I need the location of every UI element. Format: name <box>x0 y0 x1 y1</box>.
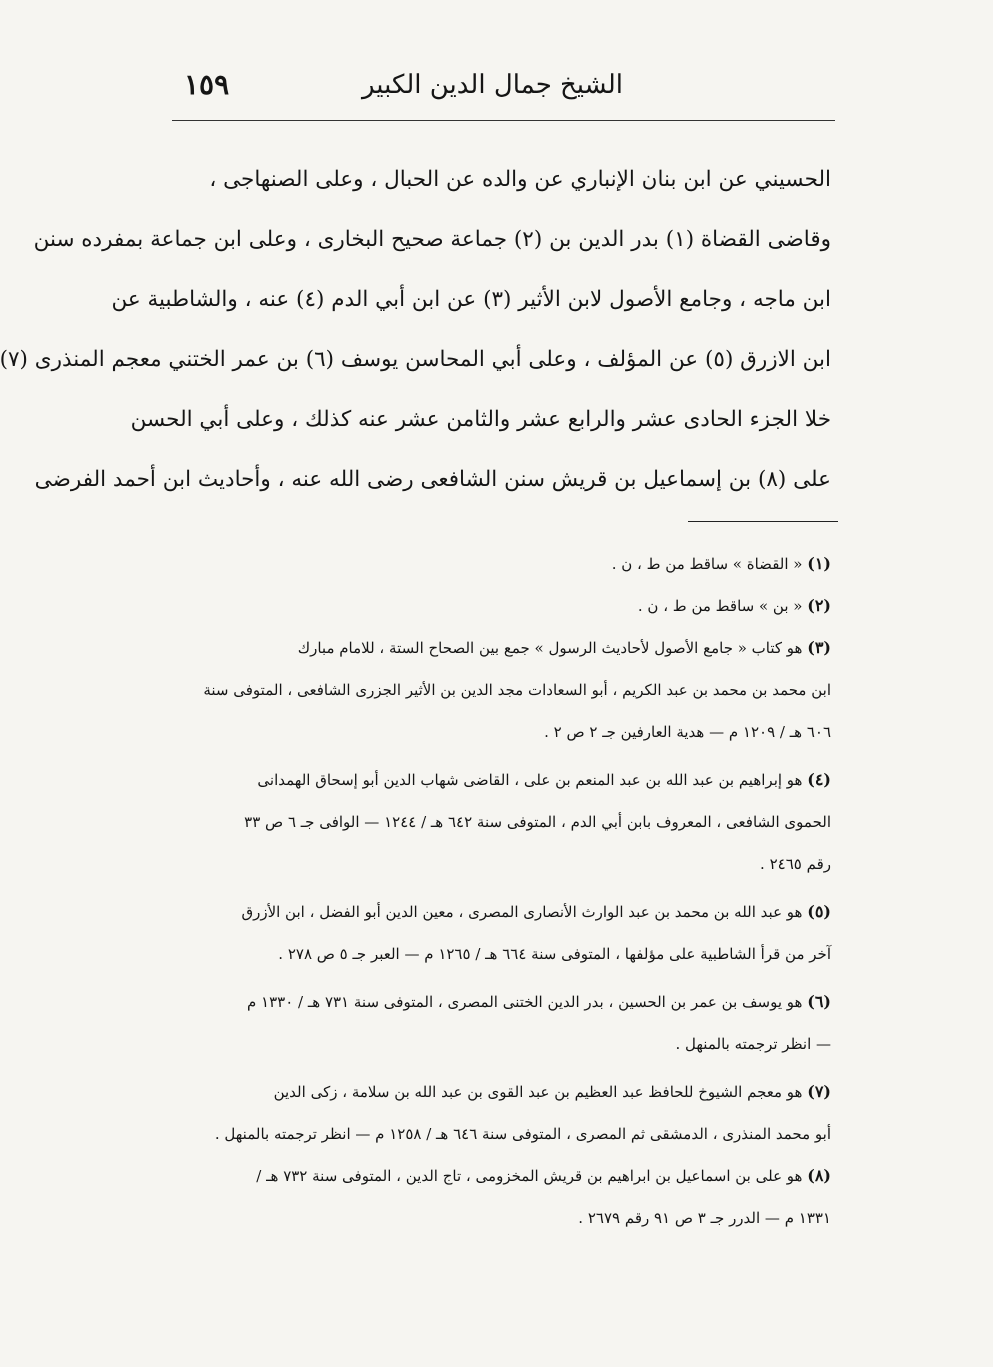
text-line: الحسيني عن ابن بنان الإنباري عن والده عن الحبال ، وعلى الصنهاجى ، <box>209 167 831 192</box>
footnote-line: — انظر ترجمته بالمنهل . <box>675 1035 831 1053</box>
footnote-number: (٤) <box>807 770 831 789</box>
page-header <box>174 62 833 118</box>
footnote-5 <box>174 892 831 976</box>
footnote-number: (٢) <box>807 596 831 615</box>
footnote-1 <box>174 544 831 586</box>
main-text <box>0 150 831 510</box>
footnote-line: الحموى الشافعى ، المعروف بابن أبي الدم ، المتوفى سنة ٦٤٢ هـ / ١٢٤٤ — الوافى جـ ٦ ص ٣٣ <box>244 813 831 831</box>
footnote-number: (٧) <box>807 1082 831 1101</box>
footnote-text: هو كتاب « جامع الأصول لأحاديث الرسول » جمع بين الصحاح الستة ، للامام مبارك <box>297 639 803 657</box>
footnote-line <box>174 544 831 586</box>
footnotes <box>174 544 831 1240</box>
footnote-line: أبو محمد المنذرى ، الدمشقى ثم المصرى ، المتوفى سنة ٦٤٦ هـ / ١٢٥٨ م — انظر ترجمته بالمنهل . <box>214 1125 831 1143</box>
page-number: ١٥٩ <box>184 68 230 101</box>
footnote-line: رقم ٢٤٦٥ . <box>760 855 831 873</box>
footnote-text: هو على بن اسماعيل بن ابراهيم بن قريش المخزومى ، تاج الدين ، المتوفى سنة ٧٣٢ هـ / <box>256 1167 803 1185</box>
footnote-text: « بن » ساقط من ط ، ن . <box>637 597 803 615</box>
footnote-text: هو يوسف بن عمر بن الحسين ، بدر الدين الختنى المصرى ، المتوفى سنة ٧٣١ هـ / ١٣٣٠ م <box>246 993 803 1011</box>
footnote-line: ٦٠٦ هـ / ١٢٠٩ م — هدية العارفين جـ ٢ ص ٢ . <box>544 723 831 741</box>
footnote-text: هو إبراهيم بن عبد الله بن عبد المنعم بن على ، القاضى شهاب الدين أبو إسحاق الهمدانى <box>257 771 803 789</box>
text-line: ابن ماجه ، وجامع الأصول لابن الأثير (٣) عن ابن أبي الدم (٤) عنه ، والشاطبية عن <box>111 287 831 312</box>
text-line: ابن الازرق (٥) عن المؤلف ، وعلى أبي المحاسن يوسف (٦) بن عمر الختني معجم المنذرى (٧) <box>0 347 831 372</box>
footnote-number: (٦) <box>807 992 831 1011</box>
footnote-text: هو معجم الشيوخ للحافظ عبد العظيم بن عبد القوى بن عبد الله بن سلامة ، زكى الدين <box>273 1083 803 1101</box>
footnote-line <box>174 760 831 802</box>
footnote-line <box>174 628 831 670</box>
footnote-line <box>174 1072 831 1114</box>
footnote-8 <box>174 1156 831 1240</box>
footnote-line: ابن محمد بن محمد بن عبد الكريم ، أبو السعادات مجد الدين بن الأثير الجزرى الشافعى ، المتوفى سنة <box>203 681 831 699</box>
header-divider <box>172 120 835 121</box>
footnote-4 <box>174 760 831 886</box>
footnote-number: (٥) <box>807 902 831 921</box>
footnote-line: آخر من قرأ الشاطبية على مؤلفها ، المتوفى سنة ٦٦٤ هـ / ١٢٦٥ م — العبر جـ ٥ ص ٢٧٨ . <box>278 945 831 963</box>
footnote-line <box>174 1156 831 1198</box>
text-line: وقاضى القضاة (١) بدر الدين بن (٢) جماعة صحيح البخارى ، وعلى ابن جماعة بمفرده سنن <box>33 227 831 252</box>
footnote-number: (١) <box>807 554 831 573</box>
footnote-6 <box>174 982 831 1066</box>
footnote-line <box>174 892 831 934</box>
footnote-text: « القضاة » ساقط من ط ، ن . <box>611 555 803 573</box>
footnote-number: (٣) <box>807 638 831 657</box>
footnote-line <box>174 982 831 1024</box>
footnote-text: هو عبد الله بن محمد بن عبد الوارث الأنصارى المصرى ، معين الدين أبو الفضل ، ابن الأزرق <box>241 903 803 921</box>
text-line: على (٨) بن إسماعيل بن قريش سنن الشافعى رضى الله عنه ، وأحاديث ابن أحمد الفرضى <box>34 467 831 492</box>
running-title: الشيخ جمال الدين الكبير <box>361 70 623 100</box>
footnote-line: ١٣٣١ م — الدرر جـ ٣ ص ٩١ رقم ٢٦٧٩ . <box>578 1209 831 1227</box>
footnote-2 <box>174 586 831 628</box>
footnote-number: (٨) <box>807 1166 831 1185</box>
text-line: خلا الجزء الحادى عشر والرابع عشر والثامن عشر عنه كذلك ، وعلى أبي الحسن <box>130 407 831 432</box>
footnote-divider <box>688 521 838 522</box>
footnote-line <box>174 586 831 628</box>
footnote-7 <box>174 1072 831 1156</box>
footnote-3 <box>174 628 831 754</box>
